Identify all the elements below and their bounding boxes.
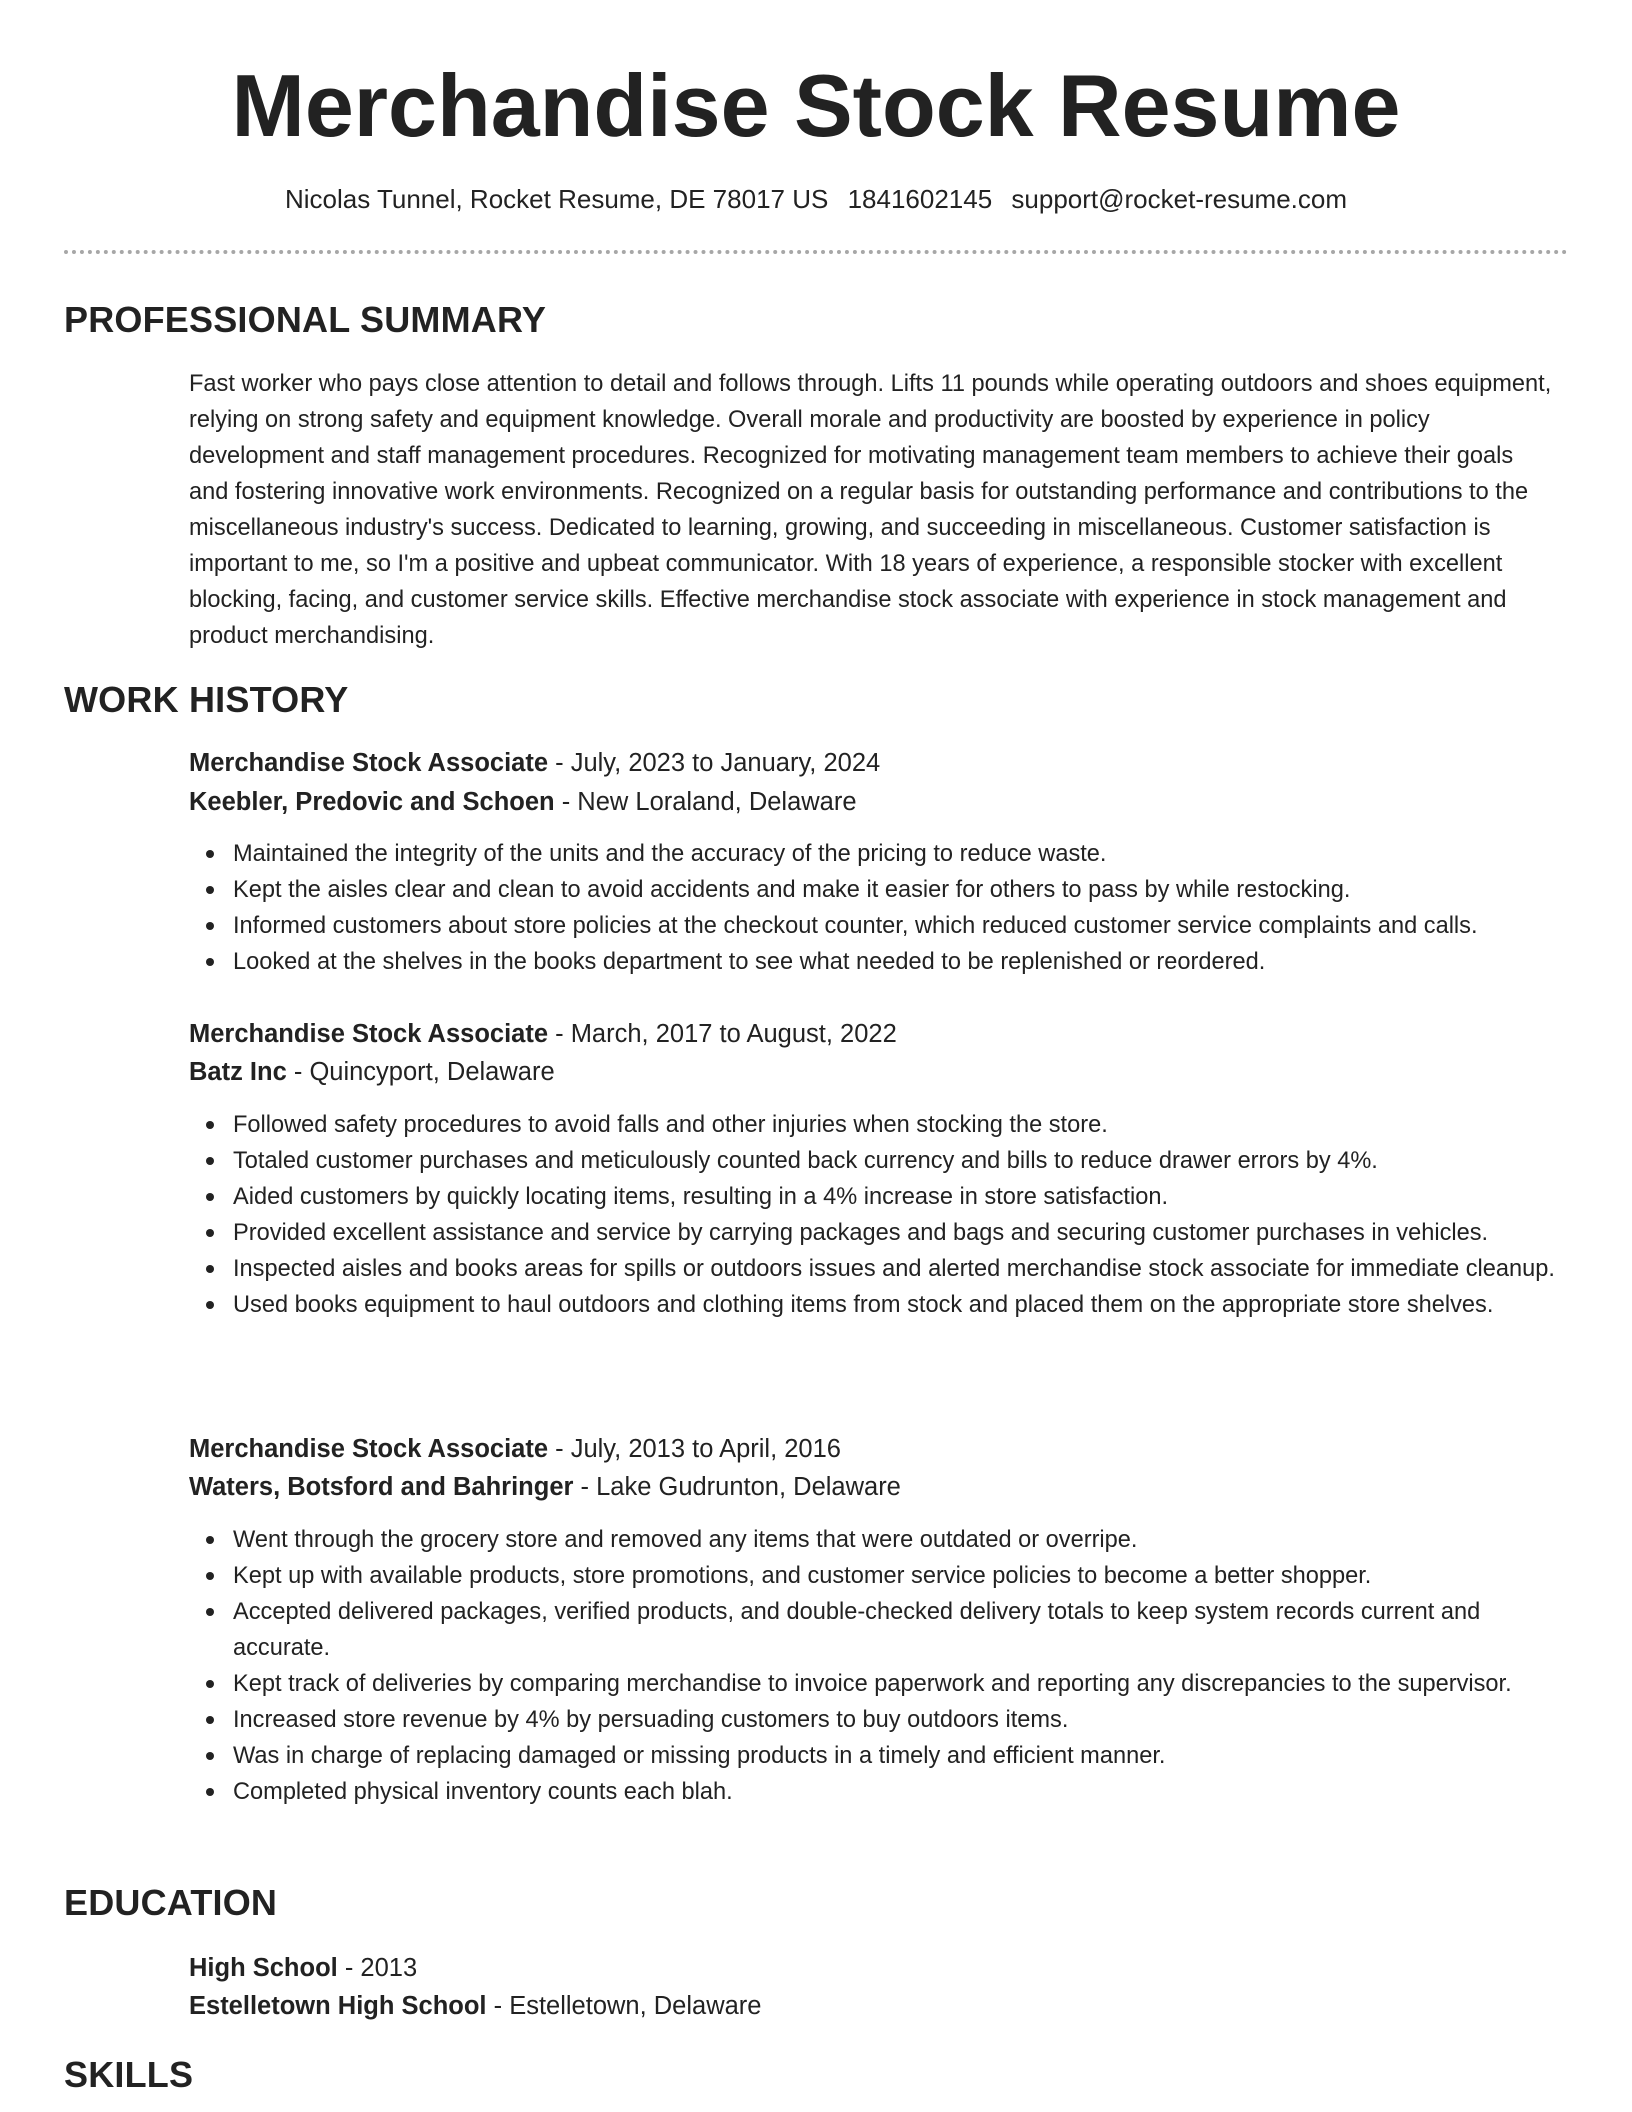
list-item: Aided customers by quickly locating items, resulting in a 4% increase in store satisfaction. [233,1179,1569,1215]
job-2-bullets [233,1107,1569,1323]
job-3-dates: - July, 2013 to April, 2016 [548,1435,841,1463]
education-degree: High School [189,1954,338,1982]
resume-title: Merchandise Stock Resume [231,56,1401,155]
job-1-dates: - July, 2023 to January, 2024 [548,749,881,777]
job-3-company-line [189,1470,901,1504]
summary-text: Fast worker who pays close attention to detail and follows through. Lifts 11 pounds while operating outdoors and shoes equipment, relying on strong safety and equipment knowledge. Overall morale and productivity are boosted by experience in policy development and staff management procedures. Recognized for motivating management team members to achieve their goals and fostering innovative work environments. Recognized on a regular basis for outstanding performance and contributions to the miscellaneous industry's success. Dedicated to learning, growing, and succeeding in miscellaneous. Customer satisfaction is important to me, so I'm a positive and upbeat communicator. With 18 years of experience, a responsible stocker with excellent blocking, facing, and customer service skills. Effective merchandise stock associate with experience in stock management and product merchandising. [189,371,1552,649]
contact-phone: 1841602145 [847,184,993,214]
list-item: Used books equipment to haul outdoors and clothing items from stock and placed them on the appropriate store shelves. [233,1287,1569,1323]
job-2-dates: - March, 2017 to August, 2022 [548,1020,897,1048]
job-3-location: - Lake Gudrunton, Delaware [573,1473,901,1501]
work-history-heading: WORK HISTORY [64,679,349,720]
list-item: Accepted delivered packages, verified products, and double-checked delivery totals to keep system records current and accurate. [233,1594,1569,1666]
list-item: Kept the aisles clear and clean to avoid accidents and make it easier for others to pass by while restocking. [233,872,1569,908]
list-item: Kept up with available products, store promotions, and customer service policies to become a better shopper. [233,1558,1569,1594]
list-item: Provided excellent assistance and service by carrying packages and bags and securing customer purchases in vehicles. [233,1215,1569,1251]
job-2-company-line [189,1055,555,1089]
list-item: Maintained the integrity of the units and the accuracy of the pricing to reduce waste. [233,836,1569,872]
contact-address: Nicolas Tunnel, Rocket Resume, DE 78017 US [284,184,829,214]
education-year: - 2013 [337,1954,418,1982]
job-1-bullets [233,836,1569,980]
job-2-company: Batz Inc [189,1058,287,1086]
job-2-title-line [189,1017,897,1051]
header-divider [64,250,1568,254]
job-3-company: Waters, Botsford and Bahringer [189,1473,574,1501]
job-3-title: Merchandise Stock Associate [189,1435,549,1463]
list-item: Followed safety procedures to avoid falls and other injuries when stocking the store. [233,1107,1569,1143]
list-item: Kept track of deliveries by comparing merchandise to invoice paperwork and reporting any discrepancies to the supervisor. [233,1666,1569,1702]
job-1-title: Merchandise Stock Associate [189,749,549,777]
job-1-title-line [189,746,880,780]
education-heading: EDUCATION [64,1882,278,1923]
list-item: Completed physical inventory counts each blah. [233,1774,1569,1810]
list-item: Looked at the shelves in the books department to see what needed to be replenished or reordered. [233,944,1569,980]
job-1-location: - New Loraland, Delaware [554,788,857,816]
list-item: Went through the grocery store and removed any items that were outdated or overripe. [233,1522,1569,1558]
job-3-title-line [189,1432,841,1466]
job-2-location: - Quincyport, Delaware [286,1058,555,1086]
skills-heading: SKILLS [64,2054,194,2095]
list-item: Informed customers about store policies at the checkout counter, which reduced customer service complaints and calls. [233,908,1569,944]
education-school-line [189,1989,761,2023]
job-1-company: Keebler, Predovic and Schoen [189,788,555,816]
contact-line [0,183,1632,215]
job-1-company-line [189,785,857,819]
education-location: - Estelletown, Delaware [486,1992,762,2020]
summary-heading: PROFESSIONAL SUMMARY [64,299,547,340]
education-school: Estelletown High School [189,1992,487,2020]
education-degree-line [189,1951,417,1985]
contact-email: support@rocket-resume.com [1011,184,1348,214]
list-item: Was in charge of replacing damaged or missing products in a timely and efficient manner. [233,1738,1569,1774]
job-2-title: Merchandise Stock Associate [189,1020,549,1048]
list-item: Totaled customer purchases and meticulously counted back currency and bills to reduce drawer errors by 4%. [233,1143,1569,1179]
list-item: Increased store revenue by 4% by persuading customers to buy outdoors items. [233,1702,1569,1738]
list-item: Inspected aisles and books areas for spills or outdoors issues and alerted merchandise stock associate for immediate cleanup. [233,1251,1569,1287]
job-3-bullets [233,1522,1569,1810]
